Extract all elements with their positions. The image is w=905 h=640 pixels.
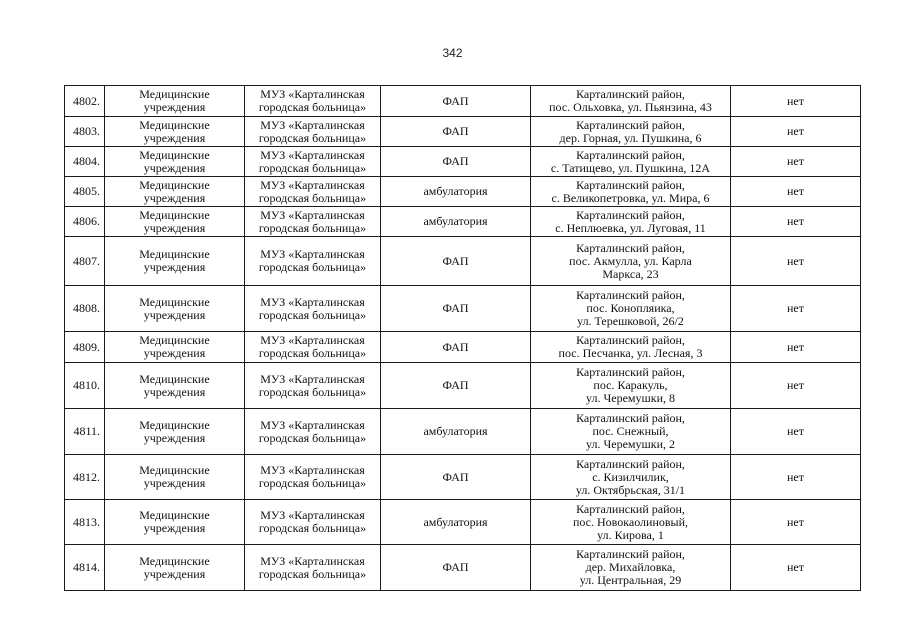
row-number-cell: 4808. <box>65 286 105 332</box>
organization-line: городская больница» <box>258 100 367 114</box>
category-line: учреждения <box>143 566 206 581</box>
organization-line: городская больница» <box>258 566 367 581</box>
address-line: пос. Новокаолиновый, <box>572 514 689 529</box>
row-number-cell: 4814. <box>65 545 105 591</box>
address-cell <box>531 545 731 591</box>
organization-line: городская больница» <box>258 220 367 235</box>
address-line: дер. Михайловка, <box>585 560 676 574</box>
category-line: Медицинские <box>139 333 210 347</box>
address-cell <box>531 500 731 545</box>
organization-line: МУЗ «Карталинская <box>260 247 365 261</box>
address-line: Карталинский район, <box>576 456 685 471</box>
organization-line: МУЗ «Карталинская <box>260 371 365 386</box>
address-line: пос. Ольховка, ул. Пьянзина, 43 <box>549 100 712 114</box>
row-number-cell: 4812. <box>65 455 105 500</box>
organization-line: МУЗ «Карталинская <box>260 463 365 477</box>
address-cell <box>531 363 731 409</box>
organization-cell <box>245 207 381 237</box>
organization-cell <box>245 455 381 500</box>
address-line: пос. Конопляика, <box>586 301 675 315</box>
address-line: Карталинский район, <box>576 365 685 379</box>
category-line: учреждения <box>143 130 206 145</box>
organization-line: МУЗ «Карталинская <box>260 147 365 162</box>
organization-cell <box>245 117 381 147</box>
row-number-cell: 4813. <box>65 500 105 545</box>
flag-cell: нет <box>731 237 861 286</box>
flag-cell: нет <box>731 177 861 207</box>
category-line: Медицинские <box>139 371 210 386</box>
organization-cell <box>245 286 381 332</box>
registry-table <box>64 85 861 591</box>
organization-cell <box>245 237 381 286</box>
address-line: с. Татищево, ул. Пушкина, 12А <box>550 160 711 175</box>
facility-type-cell: ФАП <box>381 86 531 117</box>
organization-line: МУЗ «Карталинская <box>260 294 365 309</box>
category-line: учреждения <box>143 190 206 205</box>
category-cell <box>105 286 245 332</box>
flag-cell: нет <box>731 207 861 237</box>
address-line: Маркса, 23 <box>602 266 659 281</box>
organization-line: городская больница» <box>258 130 367 145</box>
flag-cell: нет <box>731 117 861 147</box>
category-cell <box>105 86 245 117</box>
organization-line: МУЗ «Карталинская <box>260 333 365 347</box>
address-line: дер. Горная, ул. Пушкина, 6 <box>559 130 702 145</box>
category-line: Медицинские <box>139 207 210 222</box>
address-line: ул. Черемушки, 8 <box>586 391 675 405</box>
address-line: пос. Акмулла, ул. Карла <box>569 253 692 268</box>
organization-line: МУЗ «Карталинская <box>260 207 365 222</box>
address-line: Карталинский район, <box>576 240 685 255</box>
category-line: Медицинские <box>139 294 210 309</box>
facility-type-cell: ФАП <box>381 237 531 286</box>
organization-line: городская больница» <box>258 260 367 274</box>
address-line: Карталинский район, <box>576 333 685 347</box>
address-line: Карталинский район, <box>576 288 685 302</box>
page-number: 342 <box>442 46 463 60</box>
address-line: ул. Октябрьская, 31/1 <box>575 482 686 497</box>
table-row <box>65 332 861 363</box>
organization-line: городская больница» <box>258 190 367 205</box>
category-cell <box>105 363 245 409</box>
category-cell <box>105 177 245 207</box>
table-row <box>65 117 861 147</box>
address-line: Карталинский район, <box>576 207 685 222</box>
organization-line: городская больница» <box>258 521 367 535</box>
category-line: Медицинские <box>139 247 210 261</box>
table-row <box>65 177 861 207</box>
address-line: ул. Терешковой, 26/2 <box>577 314 684 328</box>
facility-type-cell: ФАП <box>381 455 531 500</box>
row-number-cell: 4804. <box>65 147 105 177</box>
flag-cell: нет <box>731 332 861 363</box>
organization-line: городская больница» <box>258 476 367 490</box>
category-line: учреждения <box>143 430 206 445</box>
organization-line: городская больница» <box>258 307 367 322</box>
category-cell <box>105 147 245 177</box>
flag-cell: нет <box>731 86 861 117</box>
organization-cell <box>245 363 381 409</box>
organization-line: МУЗ «Карталинская <box>260 508 365 522</box>
category-line: Медицинские <box>139 417 210 432</box>
category-line: Медицинские <box>139 177 210 192</box>
address-line: с. Великопетровка, ул. Мира, 6 <box>551 190 710 205</box>
address-cell <box>531 177 731 207</box>
table-row <box>65 545 861 591</box>
organization-line: МУЗ «Карталинская <box>260 177 365 192</box>
category-line: Медицинские <box>139 117 210 132</box>
address-line: Карталинский район, <box>576 501 685 516</box>
address-line: ул. Центральная, 29 <box>579 573 682 587</box>
facility-type-cell: ФАП <box>381 363 531 409</box>
row-number-cell: 4803. <box>65 117 105 147</box>
category-line: учреждения <box>143 100 206 114</box>
address-cell <box>531 286 731 332</box>
flag-cell: нет <box>731 363 861 409</box>
table-row <box>65 147 861 177</box>
table-row <box>65 500 861 545</box>
row-number-cell: 4806. <box>65 207 105 237</box>
facility-type-cell: амбулатория <box>381 500 531 545</box>
flag-cell: нет <box>731 409 861 455</box>
address-line: Карталинский район, <box>576 87 685 101</box>
category-cell <box>105 117 245 147</box>
address-line: с. Кизилчилик, <box>592 469 669 484</box>
address-line: пос. Каракуль, <box>593 378 668 392</box>
category-cell <box>105 500 245 545</box>
category-line: учреждения <box>143 160 206 175</box>
category-line: Медицинские <box>139 463 210 477</box>
flag-cell: нет <box>731 500 861 545</box>
category-line: учреждения <box>143 384 206 399</box>
table-row <box>65 363 861 409</box>
table-row <box>65 286 861 332</box>
address-line: ул. Черемушки, 2 <box>586 437 675 451</box>
facility-type-cell: ФАП <box>381 332 531 363</box>
category-cell <box>105 455 245 500</box>
address-cell <box>531 147 731 177</box>
category-cell <box>105 237 245 286</box>
organization-line: городская больница» <box>258 346 367 360</box>
organization-cell <box>245 545 381 591</box>
address-line: Карталинский район, <box>576 547 685 561</box>
organization-line: городская больница» <box>258 430 367 445</box>
table-row <box>65 86 861 117</box>
category-line: учреждения <box>143 521 206 535</box>
address-cell <box>531 86 731 117</box>
address-line: Карталинский район, <box>576 117 685 132</box>
facility-type-cell: амбулатория <box>381 177 531 207</box>
address-cell <box>531 237 731 286</box>
category-line: Медицинские <box>139 508 210 522</box>
category-line: Медицинские <box>139 553 210 568</box>
facility-type-cell: амбулатория <box>381 409 531 455</box>
row-number-cell: 4807. <box>65 237 105 286</box>
address-line: Карталинский район, <box>576 177 685 192</box>
registry-table-body <box>65 86 861 591</box>
category-cell <box>105 409 245 455</box>
category-cell <box>105 545 245 591</box>
flag-cell: нет <box>731 545 861 591</box>
address-cell <box>531 332 731 363</box>
facility-type-cell: ФАП <box>381 545 531 591</box>
address-cell <box>531 409 731 455</box>
organization-line: городская больница» <box>258 160 367 175</box>
flag-cell: нет <box>731 286 861 332</box>
row-number-cell: 4811. <box>65 409 105 455</box>
row-number-cell: 4805. <box>65 177 105 207</box>
facility-type-cell: амбулатория <box>381 207 531 237</box>
organization-line: городская больница» <box>258 384 367 399</box>
organization-cell <box>245 177 381 207</box>
facility-type-cell: ФАП <box>381 286 531 332</box>
organization-cell <box>245 332 381 363</box>
category-line: Медицинские <box>139 147 210 162</box>
address-cell <box>531 117 731 147</box>
address-cell <box>531 207 731 237</box>
facility-type-cell: ФАП <box>381 117 531 147</box>
table-row <box>65 207 861 237</box>
organization-cell <box>245 409 381 455</box>
category-cell <box>105 332 245 363</box>
table-row <box>65 237 861 286</box>
organization-line: МУЗ «Карталинская <box>260 553 365 568</box>
organization-cell <box>245 147 381 177</box>
organization-line: МУЗ «Карталинская <box>260 417 365 432</box>
category-line: учреждения <box>143 260 206 274</box>
row-number-cell: 4802. <box>65 86 105 117</box>
category-line: Медицинские <box>139 87 210 101</box>
address-line: Карталинский район, <box>576 147 685 162</box>
address-line: с. Неплюевка, ул. Луговая, 11 <box>555 220 706 235</box>
category-line: учреждения <box>143 307 206 322</box>
flag-cell: нет <box>731 455 861 500</box>
table-row <box>65 455 861 500</box>
address-line: пос. Снежный, <box>592 424 669 438</box>
address-line: ул. Кирова, 1 <box>597 527 664 542</box>
category-line: учреждения <box>143 220 206 235</box>
address-cell <box>531 455 731 500</box>
row-number-cell: 4809. <box>65 332 105 363</box>
table-row <box>65 409 861 455</box>
category-line: учреждения <box>143 346 206 360</box>
organization-cell <box>245 500 381 545</box>
organization-line: МУЗ «Карталинская <box>260 117 365 132</box>
row-number-cell: 4810. <box>65 363 105 409</box>
category-cell <box>105 207 245 237</box>
category-line: учреждения <box>143 476 206 490</box>
address-line: Карталинский район, <box>576 411 685 425</box>
address-line: пос. Песчанка, ул. Лесная, 3 <box>558 346 703 360</box>
organization-line: МУЗ «Карталинская <box>260 87 365 101</box>
organization-cell <box>245 86 381 117</box>
flag-cell: нет <box>731 147 861 177</box>
facility-type-cell: ФАП <box>381 147 531 177</box>
